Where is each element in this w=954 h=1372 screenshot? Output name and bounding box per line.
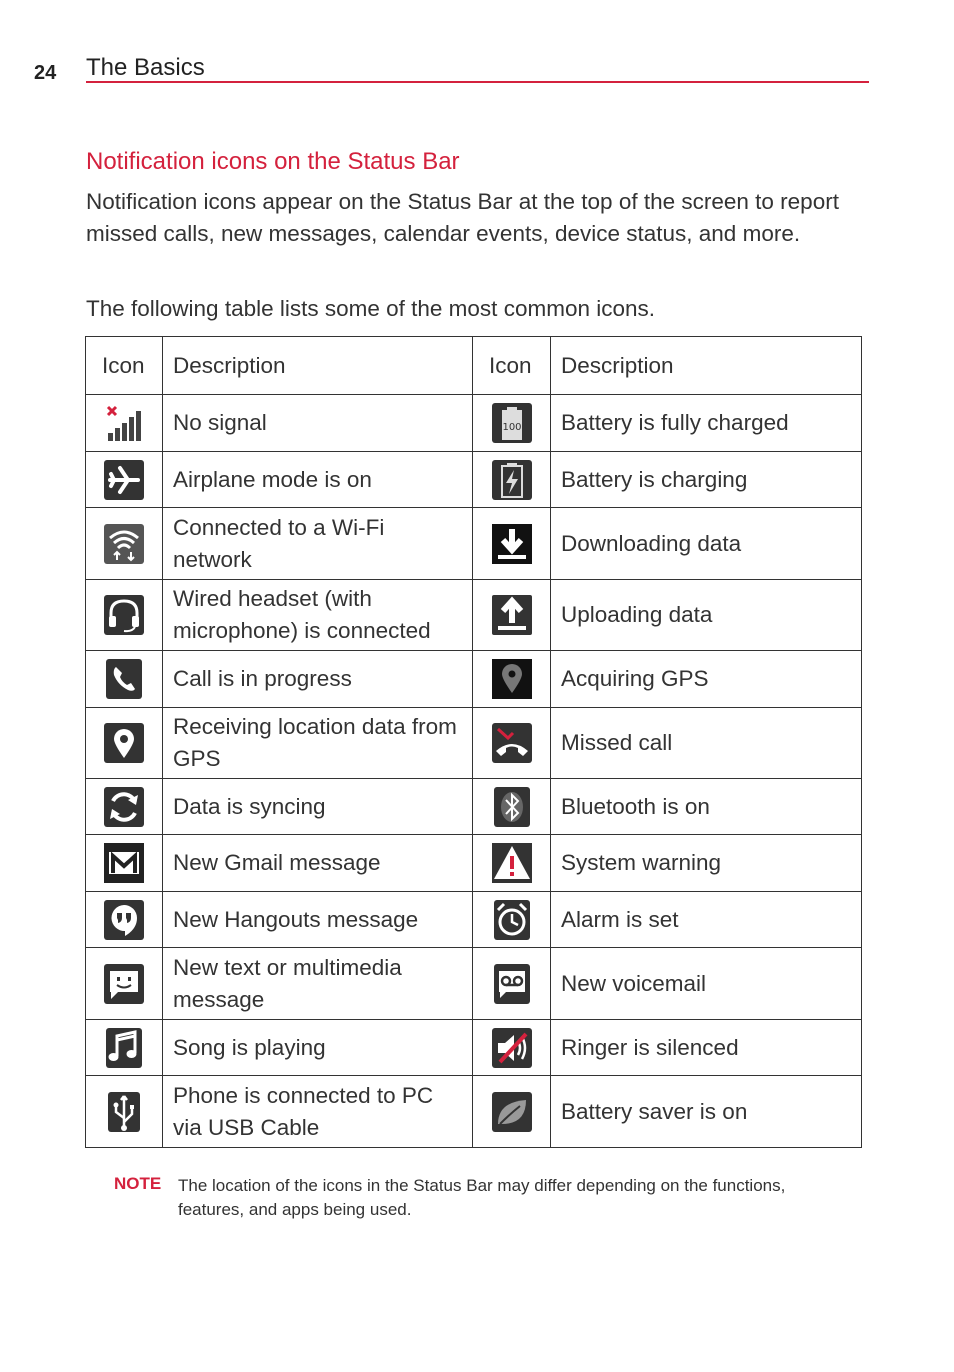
description-cell: Downloading data [551, 508, 862, 580]
description-cell: Ringer is silenced [551, 1020, 862, 1076]
voicemail-icon [490, 962, 534, 1006]
table-lead-text: The following table lists some of the most common icons. [86, 296, 655, 321]
battery-saver-icon [490, 1090, 534, 1134]
description-cell: Song is playing [163, 1020, 473, 1076]
usb-icon [102, 1090, 146, 1134]
description-cell: Phone is connected to PC via USB Cable [163, 1076, 473, 1148]
svg-text:100: 100 [501, 422, 522, 433]
header-description-right: Description [551, 337, 862, 395]
table-row [86, 508, 862, 580]
description-cell: Alarm is set [551, 892, 862, 948]
table-row [86, 892, 862, 948]
description-cell: New Hangouts message [163, 892, 473, 948]
table-row [86, 835, 862, 892]
description-cell: Acquiring GPS [551, 651, 862, 708]
description-cell: Call is in progress [163, 651, 473, 708]
gmail-icon [102, 841, 146, 885]
battery-charging-icon [490, 458, 534, 502]
table-header-row [86, 337, 862, 395]
table-row [86, 651, 862, 708]
download-icon [490, 522, 534, 566]
table-row [86, 1020, 862, 1076]
phone-icon [102, 657, 146, 701]
table-row [86, 452, 862, 508]
description-cell: Uploading data [551, 580, 862, 651]
table-row [86, 948, 862, 1020]
description-cell: No signal [163, 395, 473, 452]
description-cell: Airplane mode is on [163, 452, 473, 508]
gps-acquiring-icon [490, 657, 534, 701]
table-row [86, 395, 862, 452]
description-cell: Missed call [551, 708, 862, 779]
airplane-icon [102, 458, 146, 502]
wifi-icon [102, 522, 146, 566]
description-cell: System warning [551, 835, 862, 892]
warning-icon [490, 841, 534, 885]
description-cell: Battery is charging [551, 452, 862, 508]
notification-icons-table [85, 336, 862, 1148]
description-cell: New text or multimedia message [163, 948, 473, 1020]
battery-full-icon [490, 401, 534, 445]
description-cell: Battery saver is on [551, 1076, 862, 1148]
intro-paragraph: Notification icons appear on the Status Bar at the top of the screen to report missed calls, new messages, calendar events, device status, and more. [86, 189, 839, 246]
table-row [86, 708, 862, 779]
sync-icon [102, 785, 146, 829]
note-label: NOTE [114, 1174, 162, 1193]
table-row [86, 580, 862, 651]
header-icon-right: Icon [473, 337, 551, 395]
description-cell: Battery is fully charged [551, 395, 862, 452]
missed-call-icon [490, 721, 534, 765]
description-cell: Bluetooth is on [551, 779, 862, 835]
headset-icon [102, 593, 146, 637]
page-number: 24 [34, 62, 57, 84]
upload-icon [490, 593, 534, 637]
description-cell: Connected to a Wi-Fi network [163, 508, 473, 580]
table-row [86, 1076, 862, 1148]
ringer-silenced-icon [490, 1026, 534, 1070]
hangouts-icon [102, 898, 146, 942]
music-note-icon [102, 1026, 146, 1070]
header-icon-left: Icon [86, 337, 163, 395]
table-row [86, 779, 862, 835]
header-description-left: Description [163, 337, 473, 395]
alarm-icon [490, 898, 534, 942]
description-cell: Receiving location data from GPS [163, 708, 473, 779]
description-cell: New Gmail message [163, 835, 473, 892]
section-title: The Basics [86, 54, 205, 81]
location-pin-icon [102, 721, 146, 765]
description-cell: New voicemail [551, 948, 862, 1020]
description-cell: Wired headset (with microphone) is connected [163, 580, 473, 651]
note-text: The location of the icons in the Status Bar may differ depending on the functions, features, and apps being used. [178, 1176, 786, 1219]
description-cell: Data is syncing [163, 779, 473, 835]
no-signal-icon [102, 401, 146, 445]
text-message-icon [102, 962, 146, 1006]
page-heading: Notification icons on the Status Bar [86, 148, 460, 175]
bluetooth-icon [490, 785, 534, 829]
header-rule [86, 81, 869, 83]
